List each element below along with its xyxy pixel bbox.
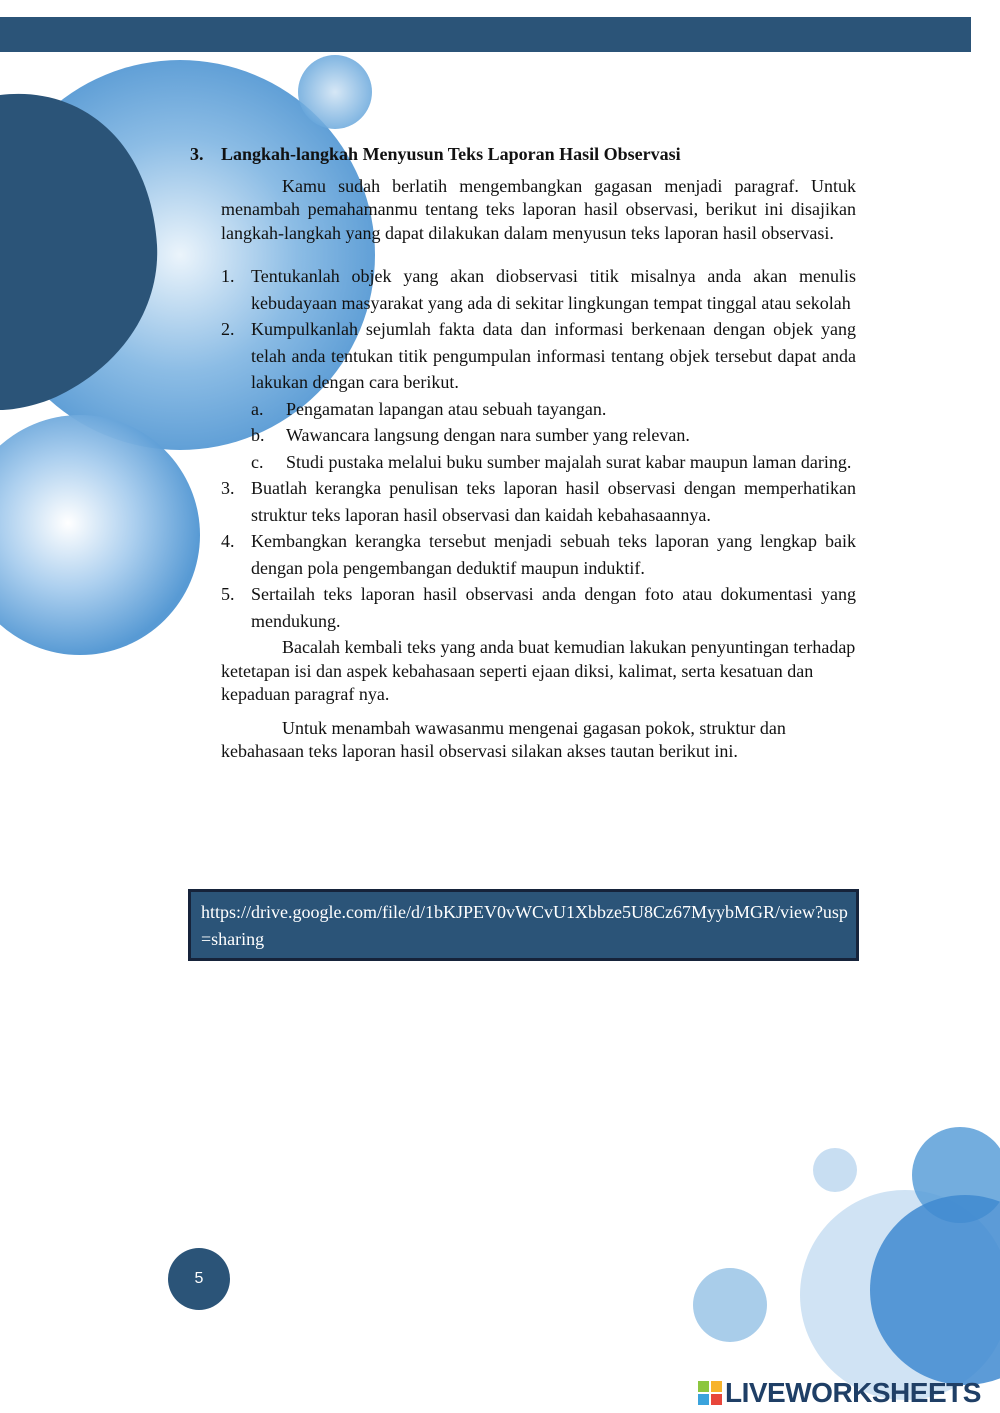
list-item [221,316,856,396]
step-text: Kumpulkanlah sejumlah fakta data dan informasi berkenaan dengan objek yang telah anda tentukan titik pengumpulan informasi tentang objek tersebut dapat anda lakukan dengan cara berikut. [251,319,856,392]
list-item [221,263,856,316]
page-content [190,143,856,764]
step-number: 3. [221,478,235,498]
bottom-right-circles [693,1127,1000,1400]
liveworksheets-logo-icon [697,1380,723,1406]
steps-list [221,263,856,634]
step-text: Sertailah teks laporan hasil observasi anda dengan foto atau dokumentasi yang mendukung. [251,584,856,631]
step-text: Kembangkan kerangka tersebut menjadi sebuah teks laporan yang lengkap baik dengan pola pengembangan deduktif maupun induktif. [251,531,856,578]
sub-step-text: Wawancara langsung dengan nara sumber yang relevan. [286,425,690,445]
section-number: 3. [190,144,204,164]
step-number: 4. [221,531,235,551]
sub-step-letter: a. [251,398,264,419]
link-intro-paragraph: Untuk menambah wawasanmu mengenai gagasan pokok, struktur dan kebahasaan teks laporan hasil observasi silakan akses tautan berikut ini. [221,717,786,761]
closing-paragraph: Bacalah kembali teks yang anda buat kemudian lakukan penyuntingan terhadap ketetapan isi dan aspek kebahasaan seperti ejaan diksi, kalimat, serta kesatuan dan kepaduan paragraf nya. [221,637,856,704]
top-header-bar [0,17,971,52]
sub-step-letter: c. [251,451,264,472]
step-number: 1. [221,266,235,286]
page-number-badge [168,1248,230,1310]
brand-name: LIVEWORKSHEETS [725,1377,981,1408]
list-item [251,422,856,449]
section-title: Langkah-langkah Menyusun Teks Laporan Hasil Observasi [221,144,681,164]
sub-step-text: Pengamatan lapangan atau sebuah tayangan. [286,398,607,419]
list-item [221,581,856,634]
step-number: 5. [221,584,235,604]
brand-watermark[interactable] [697,1376,981,1410]
list-item [221,528,856,581]
step-text: Buatlah kerangka penulisan teks laporan hasil observasi dengan memperhatikan struktur teks laporan hasil observasi dan kaidah kebahasaannya. [251,478,856,525]
sub-step-letter: b. [251,425,265,445]
step-text: Tentukanlah objek yang akan diobservasi titik misalnya anda akan menulis kebudayaan masyarakat yang ada di sekitar lingkungan tempat tinggal atau sekolah [251,266,856,313]
section-heading [190,143,856,167]
list-item [251,396,856,423]
sub-step-text: Studi pustaka melalui buku sumber majalah surat kabar maupun laman daring. [286,451,852,472]
drive-link[interactable]: https://drive.google.com/file/d/1bKJPEV0vWCvU1Xbbze5U8Cz67MyybMGR/view?usp=sharing [188,889,859,961]
list-item [221,475,856,528]
intro-paragraph: Kamu sudah berlatih mengembangkan gagasan menjadi paragraf. Untuk menambah pemahamanmu tentang teks laporan hasil observasi, berikut ini disajikan langkah-langkah yang dapat dilakukan dalam menyusun teks laporan hasil observasi. [221,175,856,243]
list-item [251,449,856,476]
sub-steps-list [251,396,856,476]
step-number: 2. [221,319,235,339]
page-number: 5 [194,1270,204,1287]
